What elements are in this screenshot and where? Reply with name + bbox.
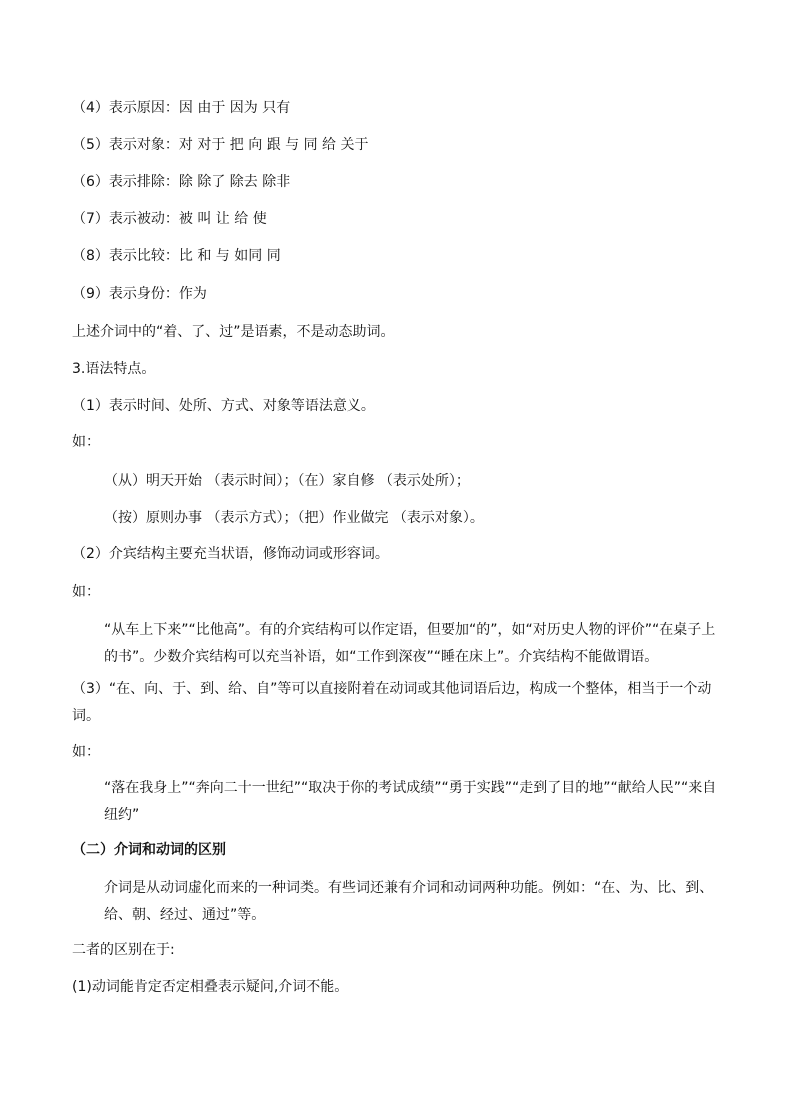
feature-2: （2）介宾结构主要充当状语，修饰动词或形容词。: [72, 546, 389, 562]
list-item-reason: （4）表示原因：因 由于 因为 只有: [72, 100, 291, 116]
note-text: 上述介词中的“着、了、过”是语素，不是动态助词。: [72, 324, 395, 340]
example-3-text: “落在我身上”“奔向二十一世纪”“取决于你的考试成绩”“勇于实践”“走到了目的地”“献给人民”“来自纽约”: [104, 780, 717, 823]
list-item-comparison: （8）表示比较：比 和 与 如同 同: [72, 248, 281, 264]
section-two-text: 介词是从动词虚化而来的一种词类。有些词还兼有介词和动词两种功能。例如：“在、为、比、到、给、朝、经过、通过”等。: [104, 880, 714, 923]
section-two-title: （二）介词和动词的区别: [72, 842, 226, 858]
feature-3: （3）“在、向、于、到、给、自”等可以直接附着在动词或其他词语后边，构成一个整体，相当于一个动词。: [72, 681, 712, 724]
list-item-exclusion: （6）表示排除：除 除了 除去 除非: [72, 174, 291, 190]
difference-1: (1)动词能肯定否定相叠表示疑问,介词不能。: [72, 979, 349, 995]
section-two-paragraph: [72, 875, 722, 929]
example-label: 如：: [72, 744, 100, 760]
example-2-paragraph: [72, 617, 722, 671]
example-3-paragraph: [72, 775, 722, 829]
difference-intro: 二者的区别在于:: [72, 942, 175, 958]
feature-1: （1）表示时间、处所、方式、对象等语法意义。: [72, 398, 375, 414]
example-label: 如：: [72, 434, 100, 450]
example-1-line-2: （按）原则办事 （表示方式）；（把）作业做完 （表示对象）。: [104, 510, 484, 526]
list-item-object: （5）表示对象：对 对于 把 向 跟 与 同 给 关于: [72, 137, 369, 153]
example-1-line-1: （从）明天开始 （表示时间）；（在）家自修 （表示处所）；: [104, 473, 470, 489]
list-item-identity: （9）表示身份：作为: [72, 286, 207, 302]
example-label: 如：: [72, 584, 100, 600]
list-item-passive: （7）表示被动：被 叫 让 给 使: [72, 211, 267, 227]
example-2-text: “从车上下来”“比他高”。有的介宾结构可以作定语，但要加“的”，如“对历史人物的评价”“在桌子上的书”。少数介宾结构可以充当补语，如“工作到深夜”“睡在床上”。介宾结构不能做谓语。: [104, 622, 716, 665]
section-3-title: 3.语法特点。: [72, 361, 156, 377]
